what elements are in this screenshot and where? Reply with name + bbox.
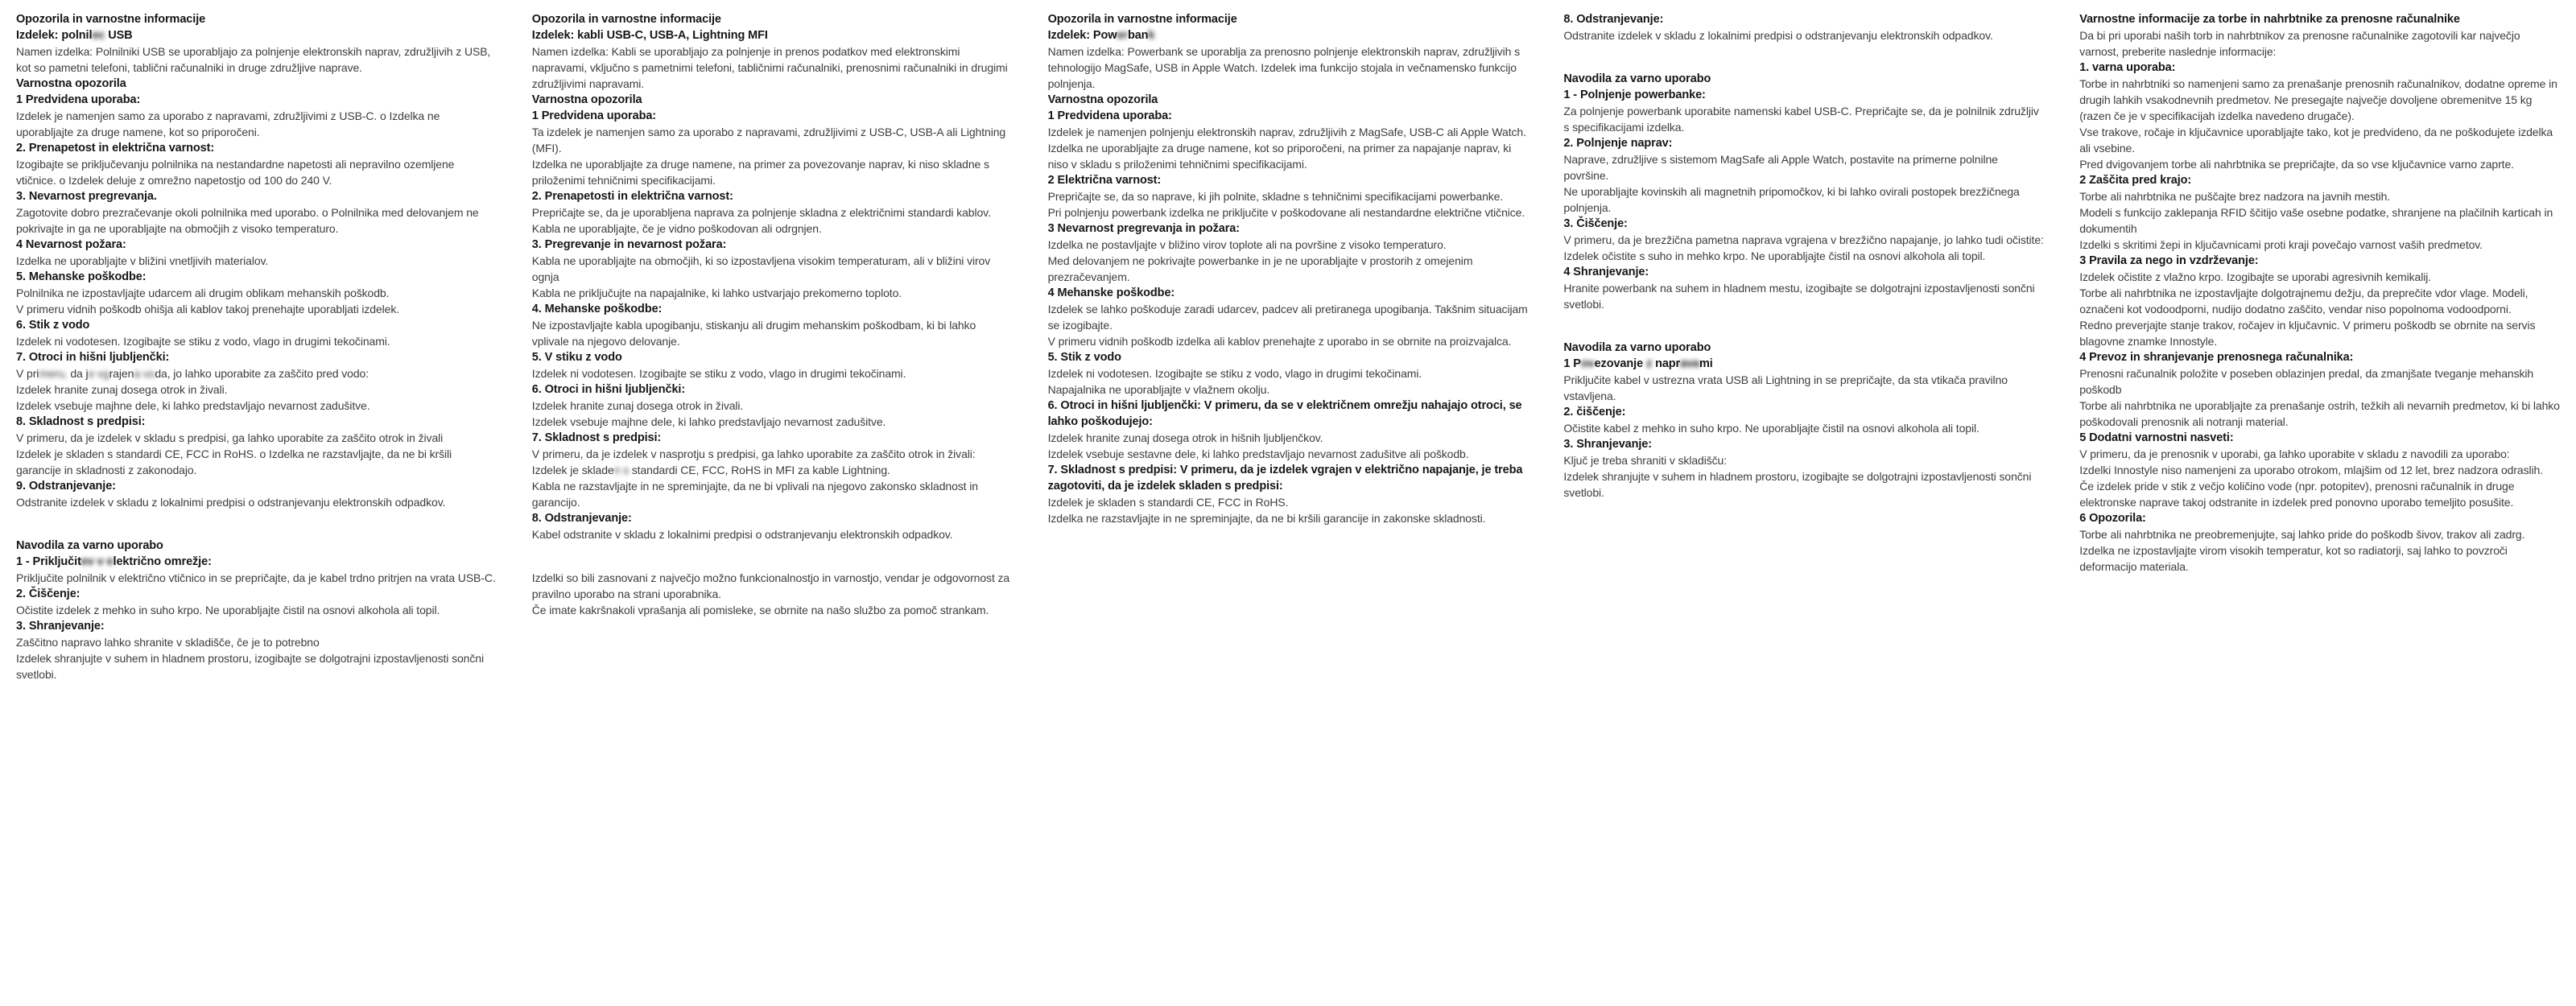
section-heading: 8. Odstranjevanje: (531, 512, 632, 525)
section-heading: Varnostna opozorila (531, 93, 642, 106)
section-heading: 3 Nevarnost pregrevanja in požara: (1047, 222, 1240, 235)
paragraph: Izdelek vsebuje majhne dele, ki lahko predstavljajo nevarnost zadušitve. (531, 415, 886, 428)
paragraph: Izdelka ne postavljajte v bližino virov toplote ali na površine z visoko temperaturo. (1047, 238, 1447, 251)
paragraph: V primeru, da je izdelek v nasprotju s predpisi, ga lahko uporabite za zaščito otrok in živali: (531, 447, 976, 460)
paragraph: Izdelek je skladen s standardi CE, FCC in RoHS. o Izdelka ne razstavljajte, da ne bi kršili garancije in skladnosti z zakonodajo. (16, 447, 452, 476)
blurred-text: a vo (134, 367, 155, 380)
paragraph: Odstranite izdelek v skladu z lokalnimi predpisi o odstranjevanju elektronskih odpadkov. (1563, 29, 1993, 42)
section-heading: Izdelek: Powerbank (1047, 29, 1155, 42)
paragraph: Da bi pri uporabi naših torb in nahrbtnikov za prenosne računalnike zagotovili kar največjo varnost, preberite naslednje informacije: (2079, 29, 2520, 58)
blurred-text: k (1148, 29, 1155, 42)
section-heading: 2. Prenapetost in električna varnost: (16, 142, 215, 155)
paragraph: Izdelek vsebuje majhne dele, ki lahko predstavljajo nevarnost zadušitve. (16, 399, 370, 412)
section-heading: 3. Pregrevanje in nevarnost požara: (531, 238, 727, 251)
section-heading: 6. Otroci in hišni ljubljenčki: (531, 383, 686, 396)
paragraph: Hranite powerbank na suhem in hladnem mestu, izogibajte se dolgotrajni izpostavljenosti sončni svetlobi. (1563, 282, 2035, 311)
paragraph: Izdelka ne uporabljajte za druge namene, na primer za povezovanje naprav, ki niso skladne s priloženimi tehničnimi specifikacijami. (531, 158, 989, 187)
section-heading: 7. Otroci in hišni ljubljenčki: (16, 351, 170, 364)
paragraph: Če imate kakršnakoli vprašanja ali pomisleke, se obrnite na našo službo za pomoč strankam. (531, 604, 989, 616)
paragraph: Izdelki s skritimi žepi in ključavnicami proti kraji povečajo varnost vaših predmetov. (2079, 238, 2483, 251)
section-heading: 3. Nevarnost pregrevanja. (16, 190, 157, 203)
paragraph: Prenosni računalnik položite v poseben oblazinjen predal, da zmanjšate tveganje mehanskih poškodb (2079, 367, 2534, 396)
blurred-text: er (1117, 29, 1128, 42)
paragraph: Očistite kabel z mehko in suho krpo. Ne uporabljajte čistil na osnovi alkohola ali topil. (1563, 422, 1979, 435)
section-heading: 6. Otroci in hišni ljubljenčki: V primeru, da se v električnem omrežju nahajajo otroci, se lahko poškodujejo: (1047, 399, 1522, 428)
section-heading: Varnostna opozorila (16, 77, 126, 90)
column-powerbank-and-cable-usage (1563, 11, 2044, 501)
paragraph: Torbe ali nahrbtnika ne izpostavljajte dolgotrajnemu dežju, da preprečite vdor vlage. Modeli, označeni kot vodoodporni, nudijo dodatno zaščito, vendar niso popolnoma vodoodporni. (2079, 287, 2529, 315)
paragraph: Izdelek shranjujte v suhem in hladnem prostoru, izogibajte se dolgotrajni izpostavljenosti sončni svetlobi. (16, 652, 484, 681)
paragraph: Izdelka ne izpostavljajte virom visokih temperatur, kot so radiatorji, saj lahko to povzroči deformacijo materiala. (2079, 544, 2508, 573)
section-heading: 5 Dodatni varnostni nasveti: (2079, 431, 2234, 444)
section-heading: Varnostne informacije za torbe in nahrbtnike za prenosne računalnike (2079, 13, 2460, 26)
column-laptop-bags (2079, 11, 2560, 575)
blurred-text: e vg (88, 367, 109, 380)
paragraph: Vse trakove, ročaje in ključavnice uporabljajte tako, kot je predvideno, da ne poškodujete izdelka ali vsebine. (2079, 126, 2553, 155)
paragraph: Izdelek je skladen s standardi CE, FCC in RoHS. (1047, 496, 1289, 509)
paragraph: Če izdelek pride v stik z večjo količino vode (npr. potopitev), prenosni računalnik in druge elektronske naprave takoj odstranite in izdelek pred ponovno uporabo temeljito posušite. (2079, 480, 2515, 509)
section-heading: 1 Predvidena uporaba: (1047, 109, 1172, 122)
section-heading: 2 Električna varnost: (1047, 174, 1162, 187)
column-cables (532, 11, 1013, 618)
paragraph: V primeru, da je brezžična pametna naprava vgrajena v brezžično napajanje, jo lahko tudi očistite: (1563, 233, 2044, 246)
paragraph: Pred dvigovanjem torbe ali nahrbtnika se prepričajte, da so vse ključavnice varno zaprte. (2079, 158, 2514, 171)
paragraph: Izdelek hranite zunaj dosega otrok in hišnih ljubljenčkov. (1047, 431, 1323, 444)
paragraph: Kabla ne uporabljajte na območjih, ki so izpostavljena visokim temperaturam, ali v bližini virov ognja (531, 254, 991, 283)
section-heading: Varnostna opozorila (1047, 93, 1158, 106)
paragraph: Izdelka ne razstavljajte in ne spreminjajte, da ne bi kršili garancije in zakonske skladnosti. (1047, 512, 1486, 525)
section-heading: 3. Shranjevanje: (1563, 438, 1653, 451)
paragraph: Izdelka ne uporabljajte v bližini vnetljivih materialov. (16, 254, 269, 267)
blurred-text: ava (1680, 357, 1700, 370)
paragraph: Redno preverjajte stanje trakov, ročajev in ključavnic. V primeru poškodb se obrnite na servis blagovne znamke Innostyle. (2079, 319, 2536, 348)
paragraph: Namen izdelka: Powerbank se uporablja za prenosno polnjenje elektronskih naprav, združljivih s tehnologijo MagSafe, USB in Apple Watch. Izdelek ima funkcijo stojala in večnamensko funkcijo polnjenja. (1047, 45, 1521, 90)
paragraph: V primeru, da je prenosnik v uporabi, ga lahko uporabite v skladu z navodili za uporabo: (2079, 447, 2510, 460)
section-heading: 4 Nevarnost požara: (16, 238, 126, 251)
section-heading: 7. Skladnost s predpisi: (531, 431, 662, 444)
paragraph: Torbe ali nahrbtnika ne preobremenjujte, saj lahko pride do poškodb šivov, trakov ali zadrg. (2079, 528, 2525, 541)
paragraph: Izdelek je namenjen samo za uporabo z napravami, združljivimi z USB-C. o Izdelka ne uporabljajte za druge namene, kot so priporočeni. (16, 109, 440, 138)
paragraph: Izdelek očistite s suho in mehko krpo. Ne uporabljajte čistil na osnovi alkohola ali topil. (1563, 249, 1986, 262)
section-heading: 4 Mehanske poškodbe: (1047, 287, 1175, 299)
section-heading: Navodila za varno uporabo (1563, 341, 1711, 354)
paragraph: Ne uporabljajte kovinskih ali magnetnih pripomočkov, ki bi lahko ovirali postopek brezžičnega polnjenja. (1563, 185, 2020, 214)
paragraph: Očistite izdelek z mehko in suho krpo. Ne uporabljajte čistil na osnovi alkohola ali topil. (16, 604, 440, 616)
section-heading: 6 Opozorila: (2079, 512, 2146, 525)
blurred-text: z (1645, 357, 1656, 370)
section-heading: Opozorila in varnostne informacije (531, 13, 721, 26)
paragraph: Izdelki Innostyle niso namenjeni za uporabo otrokom, mlajšim od 12 let, brez nadzora odraslih. (2079, 464, 2543, 476)
paragraph: Torbe ali nahrbtnika ne puščajte brez nadzora na javnih mestih. (2079, 190, 2391, 203)
section-heading: 2. Prenapetosti in električna varnost: (531, 190, 733, 203)
paragraph: Odstranite izdelek v skladu z lokalnimi predpisi o odstranjevanju elektronskih odpadkov. (16, 496, 446, 509)
section-heading: 2. čiščenje: (1563, 406, 1626, 418)
paragraph: Izdelek ni vodotesen. Izogibajte se stiku z vodo, vlago in drugimi tekočinami. (531, 367, 906, 380)
section-heading: 2. Polnjenje naprav: (1563, 137, 1673, 150)
section-heading: 7. Skladnost s predpisi: V primeru, da je izdelek vgrajen v električno napajanje, je treba zagotoviti, da je izdelek skladen s predpisi: (1047, 464, 1523, 493)
paragraph: Kabla ne razstavljajte in ne spreminjajte, da ne bi vplivali na njegovo zakonsko skladnost in garancijo. (531, 480, 978, 509)
section-heading: Izdelek: polnilec USB (16, 29, 133, 42)
blurred-text: meru, (39, 367, 71, 380)
blurred-text: n s (613, 464, 632, 476)
section-heading: 5. Mehanske poškodbe: (16, 270, 147, 283)
paragraph: Torbe ali nahrbtnika ne uporabljajte za prenašanje ostrih, težkih ali nevarnih predmetov, ki bi lahko poškodovali prenosnik ali notranji material. (2079, 399, 2560, 428)
section-heading: 8. Skladnost s predpisi: (16, 415, 146, 428)
paragraph: Prepričajte se, da so naprave, ki jih polnite, skladne s tehničnimi specifikacijami powerbanke. (1047, 190, 1504, 203)
paragraph: V primeru, da je izdelek v skladu s predpisi, ga lahko uporabite za zaščito otrok in živali (16, 431, 444, 444)
paragraph: Polnilnika ne izpostavljajte udarcem ali drugim oblikam mehanskih poškodb. (16, 287, 390, 299)
section-heading: 5. V stiku z vodo (531, 351, 622, 364)
section-heading: 5. Stik z vodo (1047, 351, 1121, 364)
section-heading: 1 - Polnjenje powerbanke: (1563, 89, 1706, 101)
paragraph: Kabla ne uporabljajte, če je vidno poškodovan ali odrgnjen. (531, 222, 822, 235)
paragraph: Zaščitno napravo lahko shranite v skladišče, če je to potrebno (16, 636, 320, 649)
paragraph: Izdelka ne uporabljajte za druge namene, kot so priporočeni, na primer za napajanje naprav, ki niso v skladu s priloženimi tehničnimi specifikacijami. (1047, 142, 1512, 171)
paragraph: Izdelki so bili zasnovani z največjo možno funkcionalnostjo in varnostjo, vendar je odgovornost za pravilno uporabo na strani uporabnika. (531, 571, 1010, 600)
section-heading: Izdelek: kabli USB-C, USB-A, Lightning MFI (531, 29, 768, 42)
paragraph: Kabla ne priključujte na napajalnike, ki lahko ustvarjajo prekomerno toploto. (531, 287, 902, 299)
section-heading: 9. Odstranjevanje: (16, 480, 116, 493)
paragraph: Za polnjenje powerbank uporabite namenski kabel USB-C. Prepričajte se, da je polnilnik združljiv s specifikacijami izdelka. (1563, 105, 2039, 134)
blurred-text: ev v e (80, 555, 114, 568)
section-heading: 6. Stik z vodo (16, 319, 90, 332)
section-heading: 8. Odstranjevanje: (1563, 13, 1664, 26)
paragraph: Kabel odstranite v skladu z lokalnimi predpisi o odstranjevanju elektronskih odpadkov. (531, 528, 953, 541)
section-heading: 3 Pravila za nego in vzdrževanje: (2079, 254, 2259, 267)
column-powerbank (1048, 11, 1529, 526)
section-heading: 4 Shranjevanje: (1563, 266, 1649, 278)
paragraph: Namen izdelka: Kabli se uporabljajo za polnjenje in prenos podatkov med elektronskimi napravami, vključno s pametnimi telefoni, tabličnimi računalniki, prenosnimi računalniki in drugimi združljivimi napravami. (531, 45, 1008, 90)
paragraph: Ključ je treba shraniti v skladišču: (1563, 454, 1727, 467)
paragraph: Priključite polnilnik v električno vtičnico in se prepričajte, da je kabel trdno pritrjen na vrata USB-C. (16, 571, 496, 584)
section-heading: 2 Zaščita pred krajo: (2079, 174, 2192, 187)
section-heading: 4. Mehanske poškodbe: (531, 303, 663, 315)
blurred-text: ov (1580, 357, 1595, 370)
section-heading: Navodila za varno uporabo (1563, 72, 1711, 85)
blurred-text: ec (92, 29, 105, 42)
paragraph: V primeru, da je vgrajena voda, jo lahko uporabite za zaščito pred vodo: (16, 367, 369, 380)
paragraph: Izdelek je namenjen polnjenju elektronskih naprav, združljivih z MagSafe, USB-C ali Apple Watch. (1047, 126, 1526, 138)
paragraph: V primeru vidnih poškodb izdelka ali kablov prenehajte z uporabo in se obrnite na proizvajalca. (1047, 335, 1512, 348)
paragraph: Izdelek ni vodotesen. Izogibajte se stiku z vodo, vlago in drugimi tekočinami. (1047, 367, 1422, 380)
section-heading: Opozorila in varnostne informacije (16, 13, 206, 26)
section-heading: 1 - Priključitev v električno omrežje: (16, 555, 212, 568)
section-heading: 1 Predvidena uporaba: (531, 109, 657, 122)
section-heading: Navodila za varno uporabo (16, 539, 163, 552)
column-usb-charger (16, 11, 497, 682)
paragraph: Izdelek vsebuje sestavne dele, ki lahko predstavljajo nevarnost zadušitve ali poškodb. (1047, 447, 1469, 460)
section-heading: 4 Prevoz in shranjevanje prenosnega računalnika: (2079, 351, 2354, 364)
paragraph: Zagotovite dobro prezračevanje okoli polnilnika med uporabo. o Polnilnika med delovanjem ne pokrivajte in ga ne uporabljajte na območjih z visoko temperaturo. (16, 206, 479, 235)
section-heading: Opozorila in varnostne informacije (1047, 13, 1237, 26)
paragraph: Torbe in nahrbtniki so namenjeni samo za prenašanje prenosnih računalnikov, dodatne opreme in drugih lahkih vsakodnevnih predmetov. Ne presegajte največje dovoljene obremenitve 15 kg (razen če je v specifikacijah izdelka navedeno drugače). (2079, 77, 2557, 122)
paragraph: Izdelek shranjujte v suhem in hladnem prostoru, izogibajte se dolgotrajni izpostavljenosti sončni svetlobi. (1563, 470, 2032, 499)
paragraph: Izogibajte se priključevanju polnilnika na nestandardne napetosti ali nepravilno ozemljene vtičnice. o Izdelek deluje z omrežno napetostjo od 100 do 240 V. (16, 158, 455, 187)
section-heading: 1 Predvidena uporaba: (16, 93, 141, 106)
paragraph: Ne izpostavljajte kabla upogibanju, stiskanju ali drugim mehanskim poškodbam, ki bi lahko vplivale na njegovo delovanje. (531, 319, 976, 348)
paragraph: Izdelek je skladen s standardi CE, FCC, RoHS in MFI za kable Lightning. (531, 464, 890, 476)
paragraph: Napajalnika ne uporabljajte v vlažnem okolju. (1047, 383, 1270, 396)
paragraph: Pri polnjenju powerbank izdelka ne priključite v poškodovane ali nestandardne električne vtičnice. (1047, 206, 1525, 219)
paragraph: Prepričajte se, da je uporabljena naprava za polnjenje skladna z električnimi standardi kablov. (531, 206, 991, 219)
paragraph: Naprave, združljive s sistemom MagSafe ali Apple Watch, postavite na primerne polnilne površine. (1563, 153, 1998, 182)
paragraph: Priključite kabel v ustrezna vrata USB ali Lightning in se prepričajte, da sta vtikača pravilno vstavljena. (1563, 373, 2008, 402)
section-heading: 1 Povezovanje z napravami (1563, 357, 1713, 370)
paragraph: Modeli s funkcijo zaklepanja RFID ščitijo vaše osebne podatke, shranjene na plačilnih karticah in dokumentih (2079, 206, 2553, 235)
section-heading: 2. Čiščenje: (16, 588, 80, 600)
paragraph: Izdelek se lahko poškoduje zaradi udarcev, padcev ali pretiranega upogibanja. Takšnim situacijam se izogibajte. (1047, 303, 1528, 332)
section-heading: 1. varna uporaba: (2079, 61, 2176, 74)
paragraph: Ta izdelek je namenjen samo za uporabo z napravami, združljivimi z USB-C, USB-A ali Lightning (MFI). (531, 126, 1006, 155)
paragraph: Izdelek hranite zunaj dosega otrok in živali. (16, 383, 228, 396)
paragraph: Izdelek hranite zunaj dosega otrok in živali. (531, 399, 744, 412)
paragraph: Med delovanjem ne pokrivajte powerbanke in je ne uporabljajte v prostorih z omejenim prezračevanjem. (1047, 254, 1473, 283)
section-heading: 3. Shranjevanje: (16, 620, 105, 633)
paragraph: Namen izdelka: Polnilniki USB se uporabljajo za polnjenje elektronskih naprav, združljivih z USB, kot so pametni telefoni, tablični računalniki in druge združljive naprave. (16, 45, 491, 74)
section-heading: 3. Čiščenje: (1563, 217, 1628, 230)
paragraph: Izdelek ni vodotesen. Izogibajte se stiku z vodo, vlago in drugimi tekočinami. (16, 335, 390, 348)
paragraph: V primeru vidnih poškodb ohišja ali kablov takoj prenehajte uporabljati izdelek. (16, 303, 400, 315)
paragraph: Izdelek očistite z vlažno krpo. Izogibajte se uporabi agresivnih kemikalij. (2079, 270, 2432, 283)
